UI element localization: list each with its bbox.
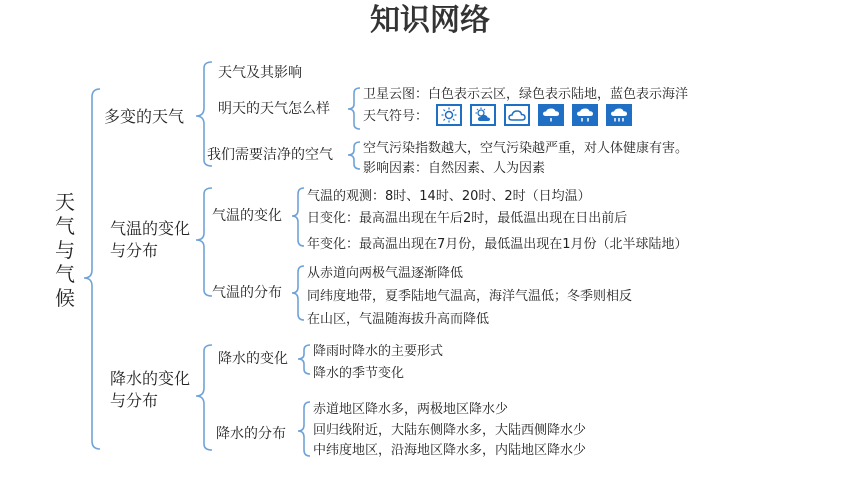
moderate-rain-icon bbox=[572, 104, 598, 126]
b2-c2-bracket bbox=[292, 266, 304, 320]
b3-c2-bracket bbox=[298, 402, 310, 456]
b1-c3-item-1: 影响因素：自然因素、人为因素 bbox=[363, 161, 546, 176]
root-bracket bbox=[84, 89, 100, 449]
weather-symbols bbox=[436, 104, 632, 126]
b1-c2-item-0: 卫星云图：白色表示云区，绿色表示陆地，蓝色表示海洋 bbox=[363, 87, 689, 102]
b3-c1-bracket bbox=[298, 345, 310, 374]
b3-c1-item-1: 降水的季节变化 bbox=[313, 366, 405, 381]
b2-c1-bracket bbox=[292, 188, 304, 246]
b2-c1-label: 气温的变化 bbox=[212, 208, 282, 224]
b2-bracket bbox=[196, 188, 212, 296]
b3-c1-item-0: 降雨时降水的主要形式 bbox=[313, 344, 444, 359]
b2-c2-label: 气温的分布 bbox=[212, 285, 282, 301]
page-title: 知识网络 bbox=[370, 3, 490, 38]
b3-c2-item-1: 回归线附近，大陆东侧降水多，大陆西侧降水少 bbox=[313, 423, 587, 438]
b3-bracket bbox=[196, 345, 212, 450]
b2-c1-item-0: 气温的观测：8时、14时、20时、2时（日均温） bbox=[307, 189, 591, 204]
b1-c3-bracket bbox=[348, 142, 360, 169]
b3-c2-item-2: 中纬度地区，沿海地区降水多，内陆地区降水少 bbox=[313, 443, 587, 458]
b3-c2-label: 降水的分布 bbox=[216, 426, 286, 442]
b2-c2-item-0: 从赤道向两极气温逐渐降低 bbox=[307, 266, 464, 281]
b1-c2-item-1: 天气符号： bbox=[363, 109, 429, 124]
b1-c2-label: 明天的天气怎么样 bbox=[218, 101, 330, 117]
b1-c3-label: 我们需要洁净的空气 bbox=[207, 147, 333, 163]
b1-c3-item-0: 空气污染指数越大，空气污染越严重，对人体健康有害。 bbox=[363, 141, 689, 156]
b2-c2-item-1: 同纬度地带，夏季陆地气温高，海洋气温低；冬季则相反 bbox=[307, 289, 633, 304]
b1-c2-bracket bbox=[348, 88, 360, 129]
branch-precipitation: 降水的变化与分布 bbox=[110, 369, 191, 410]
b3-c2-item-0: 赤道地区降水多，两极地区降水少 bbox=[313, 402, 509, 417]
branch-temperature: 气温的变化与分布 bbox=[110, 219, 191, 260]
branch-weather: 多变的天气 bbox=[104, 107, 185, 126]
light-rain-icon bbox=[538, 104, 564, 126]
b2-c2-item-2: 在山区，气温随海拔升高而降低 bbox=[307, 312, 490, 327]
b2-c1-item-2: 年变化：最高温出现在7月份，最低温出现在1月份（北半球陆地） bbox=[307, 237, 688, 252]
heavy-rain-icon bbox=[606, 104, 632, 126]
partly-cloudy-icon bbox=[470, 104, 496, 126]
b1-c1-label: 天气及其影响 bbox=[218, 65, 302, 81]
root-topic: 天气与气候 bbox=[55, 190, 75, 310]
b3-c1-label: 降水的变化 bbox=[218, 351, 288, 367]
cloudy-icon bbox=[504, 104, 530, 126]
b2-c1-item-1: 日变化：最高温出现在午后2时，最低温出现在日出前后 bbox=[307, 211, 628, 226]
sunny-icon bbox=[436, 104, 462, 126]
